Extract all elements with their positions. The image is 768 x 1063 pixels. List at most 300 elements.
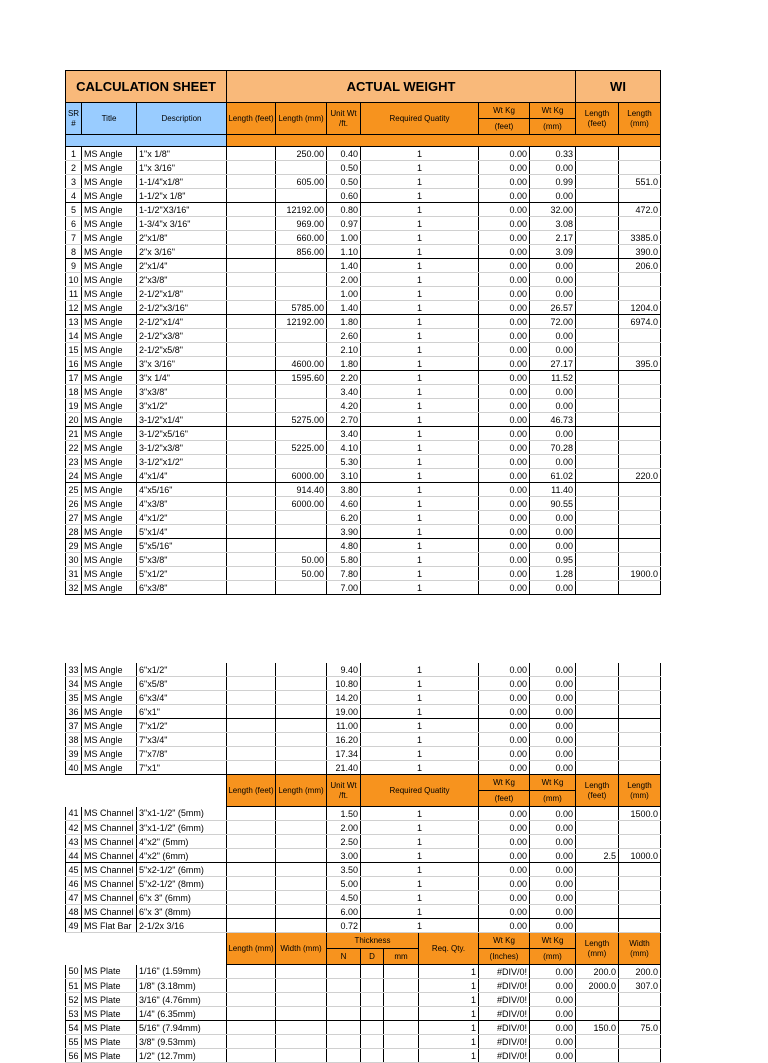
table-cell[interactable]: 1.40 — [327, 259, 361, 273]
table-cell[interactable]: MS Angle — [82, 329, 137, 343]
table-cell[interactable]: 36 — [66, 705, 82, 719]
table-cell[interactable] — [227, 821, 276, 835]
table-cell[interactable]: 1-1/4"x1/8" — [137, 175, 227, 189]
table-cell[interactable]: 0.00 — [479, 161, 530, 175]
table-cell[interactable]: 0.72 — [327, 919, 361, 933]
table-cell[interactable]: 5"x5/16" — [137, 539, 227, 553]
table-cell[interactable]: 0.00 — [530, 979, 576, 993]
table-cell[interactable]: 4.80 — [327, 539, 361, 553]
table-cell[interactable] — [576, 427, 619, 441]
table-cell[interactable]: 6"x 3" (6mm) — [137, 891, 227, 905]
table-cell[interactable]: 2.00 — [327, 821, 361, 835]
table-cell[interactable]: 27 — [66, 511, 82, 525]
table-cell[interactable] — [576, 821, 619, 835]
table-cell[interactable]: 0.00 — [479, 761, 530, 775]
table-cell[interactable] — [227, 441, 276, 455]
table-cell[interactable] — [227, 761, 276, 775]
table-cell[interactable]: 1"x 3/16" — [137, 161, 227, 175]
table-cell[interactable]: 1 — [361, 539, 479, 553]
table-cell[interactable]: 200.0 — [576, 965, 619, 979]
table-cell[interactable]: 29 — [66, 539, 82, 553]
table-cell[interactable]: MS Angle — [82, 539, 137, 553]
table-cell[interactable] — [276, 919, 327, 933]
table-cell[interactable] — [619, 905, 661, 919]
table-cell[interactable]: 6"x 3" (8mm) — [137, 905, 227, 919]
table-cell[interactable]: 4.20 — [327, 399, 361, 413]
table-cell[interactable]: 7.80 — [327, 567, 361, 581]
table-cell[interactable]: MS Channel — [82, 863, 137, 877]
table-cell[interactable]: 2"x3/8" — [137, 273, 227, 287]
table-cell[interactable]: MS Angle — [82, 469, 137, 483]
table-cell[interactable] — [361, 965, 384, 979]
table-cell[interactable] — [327, 1007, 361, 1021]
table-cell[interactable]: 1 — [361, 469, 479, 483]
table-cell[interactable]: 0.00 — [479, 539, 530, 553]
table-cell[interactable] — [276, 979, 327, 993]
table-cell[interactable]: 7"x3/4" — [137, 733, 227, 747]
table-cell[interactable]: MS Angle — [82, 525, 137, 539]
table-cell[interactable]: 2.20 — [327, 371, 361, 385]
table-cell[interactable] — [619, 1007, 661, 1021]
table-cell[interactable]: 3.90 — [327, 525, 361, 539]
table-cell[interactable]: MS Plate — [82, 1007, 137, 1021]
table-cell[interactable]: 7 — [66, 231, 82, 245]
table-cell[interactable]: 0.00 — [479, 553, 530, 567]
table-cell[interactable]: 2.60 — [327, 329, 361, 343]
table-cell[interactable] — [227, 891, 276, 905]
table-cell[interactable] — [276, 385, 327, 399]
table-cell[interactable]: 220.0 — [619, 469, 661, 483]
table-cell[interactable]: 1.80 — [327, 315, 361, 329]
table-cell[interactable] — [576, 993, 619, 1007]
table-cell[interactable]: 6"x3/4" — [137, 691, 227, 705]
table-cell[interactable]: 43 — [66, 835, 82, 849]
table-cell[interactable]: 14 — [66, 329, 82, 343]
table-cell[interactable]: 1 — [361, 877, 479, 891]
table-cell[interactable] — [576, 835, 619, 849]
table-cell[interactable]: 3.40 — [327, 385, 361, 399]
table-cell[interactable]: 6"x5/8" — [137, 677, 227, 691]
table-cell[interactable] — [276, 993, 327, 1007]
table-cell[interactable] — [227, 835, 276, 849]
table-cell[interactable]: 1 — [361, 863, 479, 877]
table-cell[interactable] — [576, 863, 619, 877]
table-cell[interactable]: 3.09 — [530, 245, 576, 259]
table-cell[interactable] — [227, 329, 276, 343]
table-cell[interactable]: MS Angle — [82, 203, 137, 217]
table-cell[interactable] — [576, 581, 619, 595]
table-cell[interactable]: 0.00 — [479, 399, 530, 413]
table-cell[interactable]: MS Angle — [82, 413, 137, 427]
table-cell[interactable] — [227, 287, 276, 301]
table-cell[interactable] — [576, 1035, 619, 1049]
table-cell[interactable] — [576, 553, 619, 567]
table-cell[interactable] — [576, 175, 619, 189]
table-cell[interactable]: 3"x1/2" — [137, 399, 227, 413]
table-cell[interactable]: 6000.00 — [276, 497, 327, 511]
table-cell[interactable]: 1 — [361, 385, 479, 399]
table-cell[interactable]: 4.10 — [327, 441, 361, 455]
table-cell[interactable]: 1 — [361, 371, 479, 385]
table-cell[interactable]: MS Channel — [82, 835, 137, 849]
table-cell[interactable] — [276, 719, 327, 733]
table-cell[interactable]: 0.00 — [530, 259, 576, 273]
table-cell[interactable]: 23 — [66, 455, 82, 469]
table-cell[interactable] — [227, 217, 276, 231]
table-cell[interactable]: 1 — [361, 821, 479, 835]
table-cell[interactable] — [327, 1035, 361, 1049]
table-cell[interactable]: 1 — [361, 919, 479, 933]
table-cell[interactable]: 12 — [66, 301, 82, 315]
table-cell[interactable]: MS Angle — [82, 161, 137, 175]
table-cell[interactable]: 1 — [361, 553, 479, 567]
table-cell[interactable]: 150.0 — [576, 1021, 619, 1035]
table-cell[interactable] — [227, 1021, 276, 1035]
table-cell[interactable]: 0.00 — [479, 189, 530, 203]
table-cell[interactable] — [227, 497, 276, 511]
table-cell[interactable]: 0.00 — [530, 189, 576, 203]
table-cell[interactable]: 0.00 — [479, 287, 530, 301]
table-cell[interactable] — [576, 663, 619, 677]
table-cell[interactable]: MS Angle — [82, 497, 137, 511]
table-cell[interactable] — [276, 761, 327, 775]
table-cell[interactable]: 0.00 — [530, 663, 576, 677]
table-cell[interactable]: 0.00 — [530, 343, 576, 357]
table-cell[interactable]: 0.00 — [479, 315, 530, 329]
table-cell[interactable]: 5.80 — [327, 553, 361, 567]
table-cell[interactable]: 0.00 — [479, 677, 530, 691]
table-cell[interactable]: 0.00 — [479, 273, 530, 287]
table-cell[interactable] — [327, 993, 361, 1007]
table-cell[interactable]: 0.00 — [530, 427, 576, 441]
table-cell[interactable]: 26.57 — [530, 301, 576, 315]
table-cell[interactable]: MS Angle — [82, 147, 137, 161]
table-cell[interactable]: 1 — [361, 483, 479, 497]
table-cell[interactable]: 1.10 — [327, 245, 361, 259]
table-cell[interactable] — [576, 525, 619, 539]
table-cell[interactable] — [227, 1035, 276, 1049]
table-cell[interactable] — [619, 189, 661, 203]
table-cell[interactable] — [227, 371, 276, 385]
table-cell[interactable]: 2.50 — [327, 835, 361, 849]
table-cell[interactable] — [227, 245, 276, 259]
table-cell[interactable]: 5275.00 — [276, 413, 327, 427]
table-cell[interactable]: 0.00 — [530, 719, 576, 733]
table-cell[interactable] — [576, 733, 619, 747]
table-cell[interactable]: 0.00 — [530, 807, 576, 821]
table-cell[interactable]: 47 — [66, 891, 82, 905]
table-cell[interactable]: 32 — [66, 581, 82, 595]
table-cell[interactable] — [384, 965, 419, 979]
table-cell[interactable] — [227, 413, 276, 427]
table-cell[interactable]: 1 — [361, 835, 479, 849]
table-cell[interactable]: 1 — [361, 301, 479, 315]
table-cell[interactable]: 1 — [361, 677, 479, 691]
table-cell[interactable]: 20 — [66, 413, 82, 427]
table-cell[interactable] — [619, 217, 661, 231]
table-cell[interactable]: 0.00 — [479, 203, 530, 217]
table-cell[interactable]: 0.00 — [530, 863, 576, 877]
table-cell[interactable]: 1 — [361, 413, 479, 427]
table-cell[interactable]: 40 — [66, 761, 82, 775]
table-cell[interactable]: 0.33 — [530, 147, 576, 161]
table-cell[interactable]: 1595.60 — [276, 371, 327, 385]
table-cell[interactable]: 0.00 — [530, 385, 576, 399]
table-cell[interactable] — [227, 567, 276, 581]
table-cell[interactable] — [576, 189, 619, 203]
table-cell[interactable]: 5"x1/4" — [137, 525, 227, 539]
table-cell[interactable]: 0.00 — [530, 919, 576, 933]
table-cell[interactable]: 0.00 — [479, 497, 530, 511]
table-cell[interactable]: 0.00 — [479, 877, 530, 891]
table-cell[interactable]: 17.34 — [327, 747, 361, 761]
table-cell[interactable] — [619, 863, 661, 877]
table-cell[interactable] — [576, 385, 619, 399]
table-cell[interactable] — [619, 273, 661, 287]
table-cell[interactable]: 0.00 — [530, 905, 576, 919]
table-cell[interactable]: 0.00 — [530, 849, 576, 863]
table-cell[interactable] — [619, 747, 661, 761]
table-cell[interactable]: 15 — [66, 343, 82, 357]
table-cell[interactable] — [619, 877, 661, 891]
table-cell[interactable] — [276, 1007, 327, 1021]
table-cell[interactable]: MS Plate — [82, 1021, 137, 1035]
table-cell[interactable]: 2-1/2"x5/8" — [137, 343, 227, 357]
table-cell[interactable] — [227, 719, 276, 733]
table-cell[interactable]: 1 — [361, 511, 479, 525]
table-cell[interactable] — [576, 483, 619, 497]
table-cell[interactable] — [227, 231, 276, 245]
table-cell[interactable]: 1900.0 — [619, 567, 661, 581]
table-cell[interactable]: MS Angle — [82, 677, 137, 691]
table-cell[interactable] — [227, 919, 276, 933]
table-cell[interactable]: 1 — [361, 567, 479, 581]
table-cell[interactable]: 45 — [66, 863, 82, 877]
table-cell[interactable] — [227, 455, 276, 469]
table-cell[interactable]: 1 — [361, 581, 479, 595]
table-cell[interactable]: 551.0 — [619, 175, 661, 189]
table-cell[interactable] — [227, 511, 276, 525]
table-cell[interactable] — [619, 287, 661, 301]
table-cell[interactable]: 7"x1/2" — [137, 719, 227, 733]
table-cell[interactable]: 0.00 — [479, 567, 530, 581]
table-cell[interactable]: 0.00 — [530, 525, 576, 539]
table-cell[interactable]: 0.60 — [327, 189, 361, 203]
table-cell[interactable]: 1 — [361, 427, 479, 441]
table-cell[interactable] — [276, 835, 327, 849]
table-cell[interactable]: 41 — [66, 807, 82, 821]
table-cell[interactable]: 1 — [419, 1007, 479, 1021]
table-cell[interactable]: 50.00 — [276, 567, 327, 581]
table-cell[interactable] — [227, 877, 276, 891]
table-cell[interactable]: 16.20 — [327, 733, 361, 747]
table-cell[interactable]: 0.00 — [530, 821, 576, 835]
table-cell[interactable] — [276, 821, 327, 835]
table-cell[interactable]: MS Angle — [82, 567, 137, 581]
table-cell[interactable]: MS Angle — [82, 581, 137, 595]
table-cell[interactable]: 0.00 — [530, 539, 576, 553]
table-cell[interactable]: 0.00 — [479, 525, 530, 539]
table-cell[interactable]: 1 — [361, 287, 479, 301]
table-cell[interactable] — [576, 455, 619, 469]
table-cell[interactable]: 856.00 — [276, 245, 327, 259]
table-cell[interactable]: 1 — [361, 849, 479, 863]
table-cell[interactable]: 50 — [66, 965, 82, 979]
table-cell[interactable] — [227, 189, 276, 203]
table-cell[interactable]: MS Angle — [82, 399, 137, 413]
table-cell[interactable]: 1204.0 — [619, 301, 661, 315]
table-cell[interactable]: 0.00 — [479, 835, 530, 849]
table-cell[interactable]: 3 — [66, 175, 82, 189]
table-cell[interactable]: 1 — [361, 343, 479, 357]
table-cell[interactable]: 3.00 — [327, 849, 361, 863]
table-cell[interactable] — [227, 203, 276, 217]
table-cell[interactable] — [619, 1049, 661, 1063]
table-cell[interactable] — [276, 161, 327, 175]
table-cell[interactable] — [619, 539, 661, 553]
table-cell[interactable]: 250.00 — [276, 147, 327, 161]
table-cell[interactable]: 32.00 — [530, 203, 576, 217]
table-cell[interactable]: 27.17 — [530, 357, 576, 371]
table-cell[interactable] — [576, 245, 619, 259]
table-cell[interactable] — [619, 329, 661, 343]
table-cell[interactable]: MS Channel — [82, 877, 137, 891]
table-cell[interactable]: 1 — [361, 441, 479, 455]
table-cell[interactable]: 1 — [361, 245, 479, 259]
table-cell[interactable]: 5"x1/2" — [137, 567, 227, 581]
table-cell[interactable]: MS Angle — [82, 385, 137, 399]
table-cell[interactable]: 3-1/2"x1/2" — [137, 455, 227, 469]
table-cell[interactable]: MS Angle — [82, 483, 137, 497]
table-cell[interactable] — [361, 1035, 384, 1049]
table-cell[interactable]: 1 — [361, 761, 479, 775]
table-cell[interactable]: 9.40 — [327, 663, 361, 677]
table-cell[interactable] — [619, 733, 661, 747]
table-cell[interactable] — [619, 161, 661, 175]
table-cell[interactable] — [227, 301, 276, 315]
table-cell[interactable]: 4.60 — [327, 497, 361, 511]
table-cell[interactable] — [619, 705, 661, 719]
table-cell[interactable]: 4"x2" (6mm) — [137, 849, 227, 863]
table-cell[interactable]: 1.80 — [327, 357, 361, 371]
table-cell[interactable] — [576, 441, 619, 455]
table-cell[interactable]: 6"x3/8" — [137, 581, 227, 595]
table-cell[interactable]: 0.00 — [479, 301, 530, 315]
table-cell[interactable]: 969.00 — [276, 217, 327, 231]
table-cell[interactable]: 1 — [361, 525, 479, 539]
table-cell[interactable] — [327, 1049, 361, 1063]
table-cell[interactable]: 1000.0 — [619, 849, 661, 863]
table-cell[interactable]: MS Angle — [82, 663, 137, 677]
table-cell[interactable]: 0.00 — [530, 273, 576, 287]
table-cell[interactable]: 1500.0 — [619, 807, 661, 821]
table-cell[interactable] — [619, 761, 661, 775]
table-cell[interactable]: 472.0 — [619, 203, 661, 217]
table-cell[interactable] — [576, 161, 619, 175]
table-cell[interactable]: 14.20 — [327, 691, 361, 705]
table-cell[interactable]: 3"x3/8" — [137, 385, 227, 399]
table-cell[interactable]: 1 — [361, 455, 479, 469]
table-cell[interactable] — [227, 385, 276, 399]
table-cell[interactable]: 0.00 — [530, 329, 576, 343]
table-cell[interactable] — [276, 705, 327, 719]
table-cell[interactable] — [276, 189, 327, 203]
table-cell[interactable]: 6.00 — [327, 905, 361, 919]
table-cell[interactable] — [227, 539, 276, 553]
table-cell[interactable] — [227, 677, 276, 691]
table-cell[interactable]: 8 — [66, 245, 82, 259]
table-cell[interactable]: 5 — [66, 203, 82, 217]
table-cell[interactable]: 38 — [66, 733, 82, 747]
table-cell[interactable]: MS Angle — [82, 357, 137, 371]
table-cell[interactable] — [227, 1007, 276, 1021]
table-cell[interactable]: 0.00 — [530, 835, 576, 849]
table-cell[interactable] — [576, 539, 619, 553]
table-cell[interactable] — [227, 357, 276, 371]
table-cell[interactable]: 2-1/2"x3/16" — [137, 301, 227, 315]
table-cell[interactable] — [576, 1049, 619, 1063]
table-cell[interactable]: 1 — [361, 733, 479, 747]
table-cell[interactable]: 1 — [419, 965, 479, 979]
table-cell[interactable]: 6 — [66, 217, 82, 231]
table-cell[interactable]: 0.00 — [530, 581, 576, 595]
table-cell[interactable]: 46.73 — [530, 413, 576, 427]
table-cell[interactable] — [619, 399, 661, 413]
table-cell[interactable]: 1"x 1/8" — [137, 147, 227, 161]
table-cell[interactable]: 21.40 — [327, 761, 361, 775]
table-cell[interactable] — [227, 993, 276, 1007]
table-cell[interactable]: 914.40 — [276, 483, 327, 497]
table-cell[interactable] — [227, 863, 276, 877]
table-cell[interactable]: 0.00 — [479, 719, 530, 733]
table-cell[interactable]: 0.00 — [479, 849, 530, 863]
table-cell[interactable] — [619, 835, 661, 849]
table-cell[interactable]: 5"x2-1/2" (6mm) — [137, 863, 227, 877]
table-cell[interactable]: 1 — [361, 905, 479, 919]
table-cell[interactable]: 6974.0 — [619, 315, 661, 329]
table-cell[interactable]: 0.00 — [479, 469, 530, 483]
table-cell[interactable]: 42 — [66, 821, 82, 835]
table-cell[interactable]: 4600.00 — [276, 357, 327, 371]
table-cell[interactable] — [619, 511, 661, 525]
table-cell[interactable]: 3"x1-1/2" (6mm) — [137, 821, 227, 835]
table-cell[interactable]: 19.00 — [327, 705, 361, 719]
table-cell[interactable]: 1 — [419, 993, 479, 1007]
table-cell[interactable] — [276, 891, 327, 905]
table-cell[interactable] — [576, 357, 619, 371]
table-cell[interactable]: 4.50 — [327, 891, 361, 905]
table-cell[interactable]: 1 — [419, 1021, 479, 1035]
table-cell[interactable]: 0.00 — [530, 511, 576, 525]
table-cell[interactable] — [619, 497, 661, 511]
table-cell[interactable] — [276, 877, 327, 891]
table-cell[interactable]: 0.00 — [479, 733, 530, 747]
table-cell[interactable]: 0.00 — [479, 329, 530, 343]
table-cell[interactable] — [276, 273, 327, 287]
table-cell[interactable]: 54 — [66, 1021, 82, 1035]
table-cell[interactable]: 48 — [66, 905, 82, 919]
table-cell[interactable] — [227, 747, 276, 761]
table-cell[interactable]: 0.00 — [530, 891, 576, 905]
table-cell[interactable]: 7"x7/8" — [137, 747, 227, 761]
table-cell[interactable]: 1/4" (6.35mm) — [137, 1007, 227, 1021]
table-cell[interactable]: #DIV/0! — [479, 1049, 530, 1063]
table-cell[interactable] — [276, 663, 327, 677]
table-cell[interactable]: 2 — [66, 161, 82, 175]
table-cell[interactable]: 1 — [361, 217, 479, 231]
table-cell[interactable]: 0.00 — [479, 663, 530, 677]
table-cell[interactable]: 18 — [66, 385, 82, 399]
